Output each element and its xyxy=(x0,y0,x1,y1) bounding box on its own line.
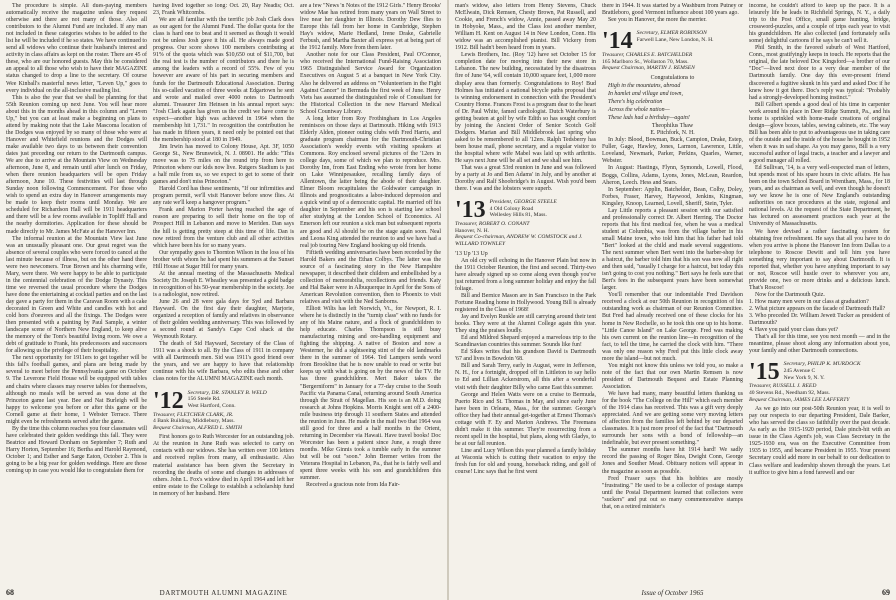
paragraph: Frank and Marion Porter having reached the age of reason are preparing to sell their home on the top of Prospect Hill in Lebanon and move to Meriden. Dan says the hill is getting pretty steep at this time of life. Dan is now retired from the venture club and all other activities which have been his for so many years. xyxy=(153,207,294,249)
paragraph: Elliott Wilts has left Norwich, Vt., for Newport, R. I. where he is distinctly in the "turnip class" with no funds for any of his Maine nature, and a flock of grandchildren to help educate. Charles Thompson is still busy manufacturing mining and ore-handling equipment and fighting the shipping. A native of Boston and now a Westerner, he did a sightseeing stint of the old landmarks there in the summer of 1964. Ted Lampers sends word from Brookline that he is now unable to read or write but keeps up with what is going on by the news of the TV. He has three grandchildren. Mert Baker takes the "Bergerniform" in January for a 77-day cruise to the South Pacific via Panama Canal, returning around South America through the Strait of Magellan. His son is an M.D. doing research at Johns Hopkins. Morris Knight sent off a 2400-mile business trip through 11 southern States and attended the reunion in June. He made in the mail two that 1964 was still good for three and a half months in the Orient, returning in December via Hawaii. Have travel books! Doc Worcester has been a patient since June, a rough three months. Mike Ginnis took a tumble early in the summer but will be out "soon." John Bremer writes from the Veterans Hospital in Lebanon, Pa., that he is fairly well and spent three weeks with his son and grandchildren this summer. xyxy=(300,306,441,482)
right-page xyxy=(449,0,896,600)
class-officers xyxy=(188,390,267,410)
paragraph: Our sympathy goes to Thornton Wilson in the loss of his brother with whom he had spent his summers at the Sunset Hill House at Sugar Hill for many years. xyxy=(153,249,294,270)
paragraph: there in 1944. It was started by a Washburn from Putney or Brattleboro, good Vermont influence about 100 years ago. xyxy=(602,3,743,17)
class-1912-header xyxy=(153,387,294,432)
quiz-question: 2. What picture appears on the facade of Dartmouth Hall? xyxy=(749,306,886,313)
right-column-3 xyxy=(749,3,890,586)
class-address-line: Wellesley Hills 81, Mass. xyxy=(489,212,547,219)
paragraph: That's all for this time, see you next month — and in the meantime, please shoot along any information about you, your family and other Dartmouth connections. xyxy=(749,334,890,355)
class-address-line: New York 9, N. Y. xyxy=(783,374,825,381)
right-column-2 xyxy=(602,3,743,586)
verse-line: There's big celebration xyxy=(608,99,663,106)
class-1915-header xyxy=(749,361,890,403)
right-page-columns xyxy=(455,3,890,586)
paragraph: Received a gracious note from Ida Fair- xyxy=(306,482,400,489)
paragraph: Ed Sikes writes that his grandson David is Dartmouth '67 and lives in Bowdoin '68. xyxy=(455,349,596,363)
left-page-footer xyxy=(6,588,441,598)
paragraph: A long letter from Roy Frothingham in Los Angeles reminisces on those days at Dartmouth. Hiking with 1913 Elderly Alden, pioneer outing clubs with Fred Harris, and graduate program chairman for the Dartmouth-Christian Association's weekly events with visiting speakers at Commons. Roy enclosed several pictures of the '12ers in college days, some of which we plan to reproduce. Mrs. Dorothy Inn, from East Ending who wrote from her home on Lake Winnipesaukee, recalling family days of Allentown, the latter being the abode of their daughter. Elmer Bloom recapitulates the Goldwater campaign in Illinois and prognosticates a labor-induced depression and a quick wind up of a democratic capital. He married off his daughter in September and his son is starting law school after studying at the London School of Economics. Al Emerson left our reunion a sick man but subsequent reports are good and Al should be on the stage again soon. Neal and Leona King attended the reunion to and we have had a real job touring New England hooking up old friends. xyxy=(300,115,441,249)
quiz-question: 3. Who preceded Dr. William Jewett Tucker as president of Dartmouth? xyxy=(749,313,890,327)
paragraph: You might not know this unless we told you, so make a note of the fact that our own Martin Remsen is now president of Dartmouth Bequest and Estate Planning Association. xyxy=(602,362,743,390)
class-year-numeral: '13 xyxy=(455,197,486,224)
paragraph: Jay and Evelyn Runkle are still carrying around their tent books. They were at the Alumni College again this year. They sing the praises loudly. xyxy=(455,314,596,335)
paragraph: are a few "News 'n Notes of the 1912 Girls." Henry Brooks' widow Mae has retired from many years on Wall Street to live near her daughter in Illinois. Dorothy Dew flies to Europe this fall from her home in Cambridge, Stephen Hay's widow, Marie Hedland, Irene Drake, Gabrielle Ferbush, and Martha Baxter all express yet at being part of the 1912 family. More from them later. xyxy=(300,3,441,52)
class-secretary: Secretary, DR. STANLEY B. WELD xyxy=(187,389,267,396)
paragraph: The informal reunion at the Mountain View last June was an unusually pleasant one. Our great regret was the absence of several couples who were forced to cancel at the last minute because of illness, but on the other hand there were two newcomers. True Brown and his charming wife, Mary, were there. We were happy to be able to participate in the centennial celebration of the Dodge Dynasty. This time we reversed the usual procedure where the Dodges have done the entertaining at cocktail parties and on the last day gave a party for them in the Caravan Room with a cake decorated in Green and White and candles with hot and cold hors d'oeuvres and all the fixings. The Dodges were then presented with a painting by Paul Sample, a winter landscape scene of Northern New England, to keep alive the memory of the Tom's beautiful living room. We owe a debt of gratitude to Frank, his predecessors and successors for allowing us the privilege of their hospitality. xyxy=(6,235,147,355)
class-address-line: West Hartford, Conn. xyxy=(187,402,236,409)
paragraph: This is also the year that we shall be planning for that 55th Reunion coming up next June. You will hear more about this in the months ahead in this column and "Leven Up," but you can at least make a beginning on plans to attend by making note that the Lake Mascoma location of the Dodges was enjoyed by so many of those who were at Hanover and Whitefield reunions and the Dodges will make available two days to us between their convention dates just preceding our return to the Dartmouth campus. We are due to arrive at the Mountain View on Wednesday afternoon, June 8, and remain until after lunch on Friday, when there reunion headquarters will be open Friday afternoon, June 10. These festivities will last through Sunday noon following Commencement. For those who wish to spend an extra day in Hanover arrangements may be made to keep their rooms until Monday. We are scheduled for Richardson Hall will be 1911 headquarters and there will be a few rooms available in Topliff Hall and the nearby dormitories. Application for these should be made directly to Mr. James McFate at the Hanover Inn. xyxy=(6,94,147,235)
class-treasurer: Treasurer, ROBERT O. CONANT Hanover, N. H. Bequest Co-chairman, ANDREW W. COMSTOCK and J. WILLARD TOWNLEY xyxy=(455,221,583,248)
class-address-line: 4 Old Colony Road xyxy=(489,205,534,212)
paragraph: Bill and Sarah Terry, early in August, were in Jefferson, N. H., for a fortnight, dropped off in Littleton to say hello to Ed and Lillian Ackerstrom, all this after a wonderful visit with their daughter Billy who came East this summer. xyxy=(455,363,596,391)
class-bequest-chairman: Bequest Chairman, MARTIN J. REMSEN xyxy=(602,65,695,72)
paragraph: George and Helen Watts were on a cruise to Bermuda, Puerto Rico and St. Thomas in May, and since early June have been in Orleans, Mass., for the summer. George's office they had their annual get-together at Ernest Thomas's cottage with F. Ey and Marion Andrews. The Freemans didn't make it this summer. They're resurrecting from a recent spell in the hospital, but plans, along with Gladys, to be at our fall reunion. xyxy=(455,391,596,447)
class-officers xyxy=(784,361,861,381)
paragraph: First honors go to Ruth Worcester for an outstanding job. At the reunion in June Ruth was selected to carry on contacts with our widows. She has written over 100 letters and received replies from many, all enthusiastic. Also material assistance has been given the Secretary in recording the deaths of some and changes in addresses of others. John L. Fox's widow died in April 1964 and left her entire estate to the College to establish a scholarship fund in memory of her husband. Here xyxy=(153,434,294,497)
paragraph: That was a great 53rd reunion in June and was followed by a party at Jo and Ben Adams' in July, and by another at Dorothy and Ralf Shoobridge's in August. Wish you'd been there. I was and the lobsters were superb. xyxy=(455,165,596,193)
paragraph: Phil Smith, in the favored suburb of West Hartford, Conn., most gratifyingly keeps in touch. He reports that the original, the late beloved Doc Kingsford—a brother of our "Doc"—lived next door to a very dear member of the Dartmouth family. One day this ever-present friend discovered a fugitive skunk in his yard and asked Doc if he knew how it got there. Doc's reply was typical: "Probably had a strongly-developed homing instinct." xyxy=(749,45,890,101)
paragraph: The summer months have hit 1914 hard! We sadly record the passing of Roger Blea, Dwight Conn, George Jones and Souther Mead. Obituary notices will appear in the magazine as soon as possible. xyxy=(602,447,743,475)
class-officers xyxy=(637,30,714,43)
paragraph: As we go into our post-50th Reunion year, it is well to pay our respects to our departing President, Dale Barker, who has served the class so faithfully over the past decade. As early as the 1915-1920 period, Dale pinch-hit with an issue in the Class Agent's job, was Class Secretary in the 1925-1930 era, was on the Executive Committee from 1935 to 1955, and became President in 1955. Your present Secretary could add more in our behalf to our dedication to Class welfare and leadership shown through the years. Let it suffice to give him a fond farewell and our xyxy=(749,406,890,476)
class-1913-header xyxy=(455,199,596,247)
paragraph: Lay Little reports a pleasant session with our satisfied and professionally correct Dr. Albert Herring. The Doctor reports that his first medical fee, when he was a medical student at Columbia, was from the village barber in his small Maine town, who told him that his father had told "Bert" looked at the child and made several suggestions. The next summer when Bert went into the barber-shop for a haircut, the barber told him that his son was now all right and then said, "usually I charge for a haircut, but today this isn't going to cost you nothing." Bert says he feels sure that Bert's fees in the subsequent years have been somewhat larger. xyxy=(602,207,743,292)
class-address-line: 156 Steele Rd. xyxy=(187,396,221,403)
quiz-question: 1. How many men were in our class at graduation? xyxy=(749,298,869,305)
paragraph: Fiftieth wedding anniversaries have been recorded by the Harold Bakers and the Ethan Colbys. The latter was the source of a fascinating story in the New Hampshire newspaper, it described their children and embellished by a collection of memorabilia, recollections and friends. Katy and Hal Baker were in Albuquerque in April for the Sons of American Revolution convention, then to Phoenix to visit relatives and visit with the Ned Sanborns. xyxy=(300,249,441,305)
page-number: 68 xyxy=(6,588,14,597)
left-page xyxy=(0,0,447,600)
paragraph: Line and Lucy Wilson this year planned a family holiday at Waconia which is cutting their vacation to enjoy the fresh fun for old and young, horseback riding, and golf of course! Linc says that he first went xyxy=(455,447,596,476)
left-page-columns xyxy=(6,3,441,586)
paragraph: man's widow, also letters from Henry Stevens, Chuck McElwain, Dick Remsen, Chesty Brown, Pat Russell, and Cookie, and French's widow, Annie, passed away May 20 in Hobyoke, Mass., and the Class lost another member, William H. Kent on August 14 in New London, Conn. His widow was an accomplished pianist. Bill Vickery from 1912. Bill hadn't been heard from in years. xyxy=(455,3,596,52)
class-secretary: Secretary, PHILIP K. MURDOCK xyxy=(783,361,861,368)
paragraph: Congratulations to xyxy=(650,74,695,81)
paragraph: We are all familiar with the terrific job Josh Clark does as our agent for the Alumni Fund. The dollar quota for the class is hard one to beat and it seemed as though it would not be unless Josh gave it his all. He always made good progress. Our score shows 100 members contributing at 91% of the quota which was $10,650 out of $11,700, but the real test is the number of contributors and there he is among the leaders with a record of 55%. Few of you however are aware of his part in securing members and funds for the Dartmouth Educational Association. During his so-called vacation of three weeks at Edgartown he sent and wrote and mailed over 4000 notes to Dartmouth alumni. Treasurer Jim Heinsen in his annual report says: "Josh Clark again has given us the credit we have come to expect—another high was achieved in 1964 when the membership hit 1,731." In recognition the contribution he has made in fifteen years, it need only be pointed out that the membership stood at 180 in 1949. xyxy=(153,17,294,143)
left-column-2 xyxy=(153,3,294,586)
paragraph: At the annual meeting of the Massachusetts Medical Society Dr. Joseph E. Wheatley was presented a gold badge in recognition of his 50-year membership in the society. Joe is a radiologist, now retired. xyxy=(153,270,294,298)
paragraph: In July: Blood, Bowman, Buck, Campion, Drake, Estep, Fuller, Gage, Hawley, Jones, Larmon, Lawrence, Little, Loveland, Newmark, Parker, Perkins, Quarles, Warner, Webster. xyxy=(602,137,743,165)
paragraph: In September: Applin, Batchelder, Bean, Colby, Doley, Forbes, Fraser, Harvey, Haywood, Jenkins, Kingman, Kingsley, Knoop, Learned, Lovell, Sheriff, Stein, Tyler. xyxy=(602,186,743,207)
verse-line: High in the mountains, abroad xyxy=(608,82,681,89)
quiz-question: 4. Have you paid your class dues yet? xyxy=(749,327,838,334)
class-secretary: Secretary, ELMER ROBINSON xyxy=(636,30,707,37)
paragraph: Harold Cord has these sentiments, "If our infirmities and program permit, we'll visit Hanover before snow flies. At any rate we'll keep a hangover program." xyxy=(153,186,294,207)
class-treasurer: Treasurer, CHARLES E. BATCHELDER 165 Marlboro St., Wollaston 70, Mass. Bequest Chairman, MARTIN J. REMSEN xyxy=(602,52,695,72)
paragraph: Fred Fraser says that his hobbies are mostly "frustrating." He used to be a collector of postage stamps until the Postal Department learned that collectors were "suckers" and put out so many commemorative stamps that, on a retired minister's xyxy=(602,475,743,510)
paragraph: The death of Sid Hayward, Secretary of the Class of 1911 was a shock to all. By the Class of 1911 in company with all Dartmouth men. Sid was 1911's good friend over the years, and we are happy to have that relationship continue with his wife Barbara, who edits these and other class notes for the ALUMNI MAGAZINE each month. xyxy=(153,341,294,383)
class-bequest-chairman: Bequest Chairman, ALFRED L. SMITH xyxy=(153,424,243,431)
paragraph: '13 Up '13 Up xyxy=(455,250,488,257)
class-officers xyxy=(490,199,557,219)
left-column-3 xyxy=(300,3,441,586)
paragraph: Bill and Bernice Mason are in San Francisco in the Park Fortune Reading home in Hollywood. Young Bill is already registered in the Class of 1968! xyxy=(455,292,596,314)
class-address-line: 245 Avenue C xyxy=(783,367,816,374)
paragraph: Lewis Brothers, Inc. (Roy '12) have set October 15 for completion date for moving into their new store in Lebanon. The new building, necessitated by the disastrous fire of June '64, will contain 10,000 square feet, 1,000 more display area than formerly. Congratulations to Roy! Bud Holmes has initiated a national bicycle paths proposal that is winning endorsement in connection with the President's Country Home. Frances Frost is a program dear to the heart of Dr. Paul White, famed cardiologist. Dutch Waterbury is getting beaten at golf by wife Edith so has sought comfort by joining the Ancient Order of Senior Scotch Golf Dodgers. Marian and Bill Middlebrook last spring who asked to be remembered to all '12ers. Ralph Tedsberry has been house mail, phone secretary, and a regular visitor to the hospital where wife Mabel was laid up with arthritis. He says next June will be all set and we shall see him. xyxy=(455,52,596,165)
issue-date: Issue of October 1965 xyxy=(641,589,704,597)
paragraph: We have had many, many beautiful letters thanking us for the book "The College on the Hill" which each member of the 1914 class has received. This was a gift very deeply appreciated. And we are getting some very moving letters of affection from the families left behind by our departed classmates. It is just more proof of the fact that "Dartmouth surrounds her sons with a bond of fellowship—an indefinable, but ever present something." xyxy=(602,390,743,447)
class-year-numeral: '12 xyxy=(153,387,184,414)
class-treasurer: Treasurer, RUSSELL J. REED 40 Stevens Rd., Needham 92, Mass. Bequest Chairman, JAMES LEE LAFFERTY xyxy=(749,383,850,403)
class-treasurer: Treasurer, FLETCHER CLARK, JR. 4 Bank Building, Middlebury, Mass. Bequest Chairman, ALFRED L. SMITH xyxy=(153,411,243,431)
paragraph: income, he couldn't afford to keep up the pace. It is a leisurely life he leads in Richfield Springs, N. Y., a daily trip to the Post Office, small game hunting, bridge, crossword-puzzles, and a couple of trips each year to visit his grandchildren. He also collected (and fortunately sells some) delightful cartoons if he says he can't sell it. xyxy=(749,3,890,45)
paragraph: Jim Irwin has moved to Colony House, Apt. 3F, 1050 George St., New Brunswick, N. J. 08901. He adds: "This move was to 75 miles on the round trip from here to Princeton where our kids now live. Rutgers Stadium is just a half mile from us, so we expect to get to some of their games and don't miss Princeton." xyxy=(153,143,294,186)
class-president: President, GEORGE STEELE xyxy=(489,199,557,206)
class-1914-header xyxy=(602,30,743,72)
paragraph: An old cry will echoing in the Hanover Plain but now in the 1911 October Reunion, the first and second. Thirty-two have already signed up so come along even though you've just returned from a long summer holiday and enjoy the fall foliage. xyxy=(455,257,596,292)
paragraph: The procedure is simple. All dues-paying members automatically receive the magazine unless they request otherwise and there are not many of those. Also all contributors to the Alumni Fund are included. If any man not included in these categories wishes to be added to the list he will be included if he so states. We have continued to send all widows who continue their husband's interest and activity in class affairs as kept on the roster. There are 45 of these, who are our honored guests. May this be considered an appeal to all those who wish to have their MAGAZINE status changed to drop a line to the secretary. Of course Wee Kinball's masterful news letter, "Leven Up," goes to every individual on the all-inclusive mailing list. xyxy=(6,3,147,94)
class-year-numeral: '15 xyxy=(749,359,780,386)
paragraph: Another note for our Class President, Paul O'Connor, who received the International Fund-Raising Association 1965 Distinguished Service Award for Organization Executives on August 5 at a banquet in New York City. Also he delivered an address on "Volunteerism in the Fight Against Cancer" in Bermuda the first week of June. Henry Viets has assumed the distinguished role of Consultant for the Historical Collection in the new Harvard Medical School Countway Library. xyxy=(300,52,441,115)
class-bequest-chairman: Bequest Chairman, JAMES LEE LAFFERTY xyxy=(749,396,850,403)
paragraph: We have devised a rather fascinating system for obtaining free refreshment. He says that all you have to do when you arrive is phone the Hanover Inn from Dallas to a telephone to Roscoe Dewitt and tell him you have something very important to say about Dartmouth. It is reported that, whether you have anything important to say or not, Roscoe will hustle over to wherever you are, provide one, two or more drinks and a delicious lunch. That's Roscoe! xyxy=(749,228,890,291)
paragraph: Ed Sullivan, '14, is a very well-respected man of letters, but spends most of his spare hours in civic affairs. He has been on the town School Board in Wrentham, Mass., for 18 years, and as chairman as well, and even though he doesn't say we know he is one of New England's outstanding authorities on race procedures at the state, regional and national levels. At the request of the State Department, he has lectured on assessment practices each year at the University of Massachusetts. xyxy=(749,165,890,228)
paragraph: having lived together so long: Oct. 20, Ray Neadis; Oct. 23, Frank Whitcombs. xyxy=(153,3,294,17)
page-number: 69 xyxy=(882,588,890,597)
paragraph: Bill Gilbert spends a good deal of his time in carpenter work around his place in Deer Ridge Summit, Pa., and his home is sprinkled with home-made creations of original design—glove boxes, tables, sewing cabinets, etc. The way Bill has been able to put to advantageous use in taking care of the outside and the inside of the house he bought in 1952 when it was in sad shape. As you may guess, Bill is a very successful author of legal tracts, a teacher and a lawyer and a good manager all rolled. xyxy=(749,101,890,165)
verse-line: Across the whole nation— xyxy=(608,107,670,114)
verse-place: E. Pitchfork, N. H. xyxy=(650,130,695,137)
paragraph: Now for the Dartmouth Quiz. xyxy=(755,291,825,298)
paragraph: You'll remember that our indomitable Fred Davidson received a clock at our 50th Reunion in recognition of his outstanding work as chairman of our Reunion Committee. But Fred had already received one of these clocks for his home in New Rochelle, so he took this one up to his home. "Little Canoe Island" on Lake George. Fred was making his own current on the reunion line—in recognition of the fact, to tell the time, he carried the clock with him. "There was only one reason why Fred put this little clock away more the island—but not much. xyxy=(602,292,743,362)
paragraph: June 26 and 28 were gala days for Syd and Barbara Hayward. On the first day their daughter, Marjorie, organized a reception of family and relatives in observance of their golden wedding anniversary. This was followed by a second round at Sandy's Cape Cod shack at the Weymouth Rotary. xyxy=(153,298,294,341)
class-bequest-chairman: Bequest Co-chairman, ANDREW W. COMSTOCK and J. WILLARD TOWNLEY xyxy=(455,234,583,248)
verse-author: Theophilus Thaw xyxy=(651,123,694,130)
paragraph: By the time this column reaches you four classmates will have celebrated their golden weddings this fall. They were Beatrice and Howard Donham on September 7; Ruth and Harry Horton, September 16; Bertha and Harold Raymond, October 1; and Esther and Sarge Eaton, October 2. This is going to be a big year for golden weddings. Here are those coming up in case you would like to congratulate them for xyxy=(6,425,147,475)
paragraph: In August: Hastings, Flynn, Symonds, Lowell, Flood, Boggs, Collins, Adams, Lyons, Jones, McLean, Reardon, Aheron, Leech. Hess and Sears. xyxy=(602,165,743,186)
paragraph: See you in Hanover, the more the merrier. xyxy=(608,17,707,24)
class-address-line: Farwell Lane, New London, N. H. xyxy=(636,36,714,43)
verse-line: In hamlet and village and town, xyxy=(608,91,683,98)
paragraph: Ed and Mildred Shepard enjoyed a marvelous trip to the Scandinavian countries this summer. Sounds like fun! xyxy=(455,335,596,349)
verse-line: These lads had a birthday—again! xyxy=(608,115,690,122)
right-page-footer xyxy=(455,588,890,598)
right-column-1 xyxy=(455,3,596,586)
magazine-title: DARTMOUTH ALUMNI MAGAZINE xyxy=(159,589,288,597)
class-year-numeral: '14 xyxy=(602,28,633,55)
paragraph: The next opportunity for 1911ers to get together will be this fall's football games, and plans are being made by several to meet before the Pennsylvania game on October 9. The Leverone Field House will be equipped with tables and chairs where classes may reserve tables for themselves, although no meals will be served as was done at the Princeton game last year. Bee and Nat Burleigh will be happy to welcome you before or after this game or the Cornell game at their home, 1 Webster Terrace. There might even be refreshments served after the game. xyxy=(6,355,147,425)
left-column-1 xyxy=(6,3,147,586)
